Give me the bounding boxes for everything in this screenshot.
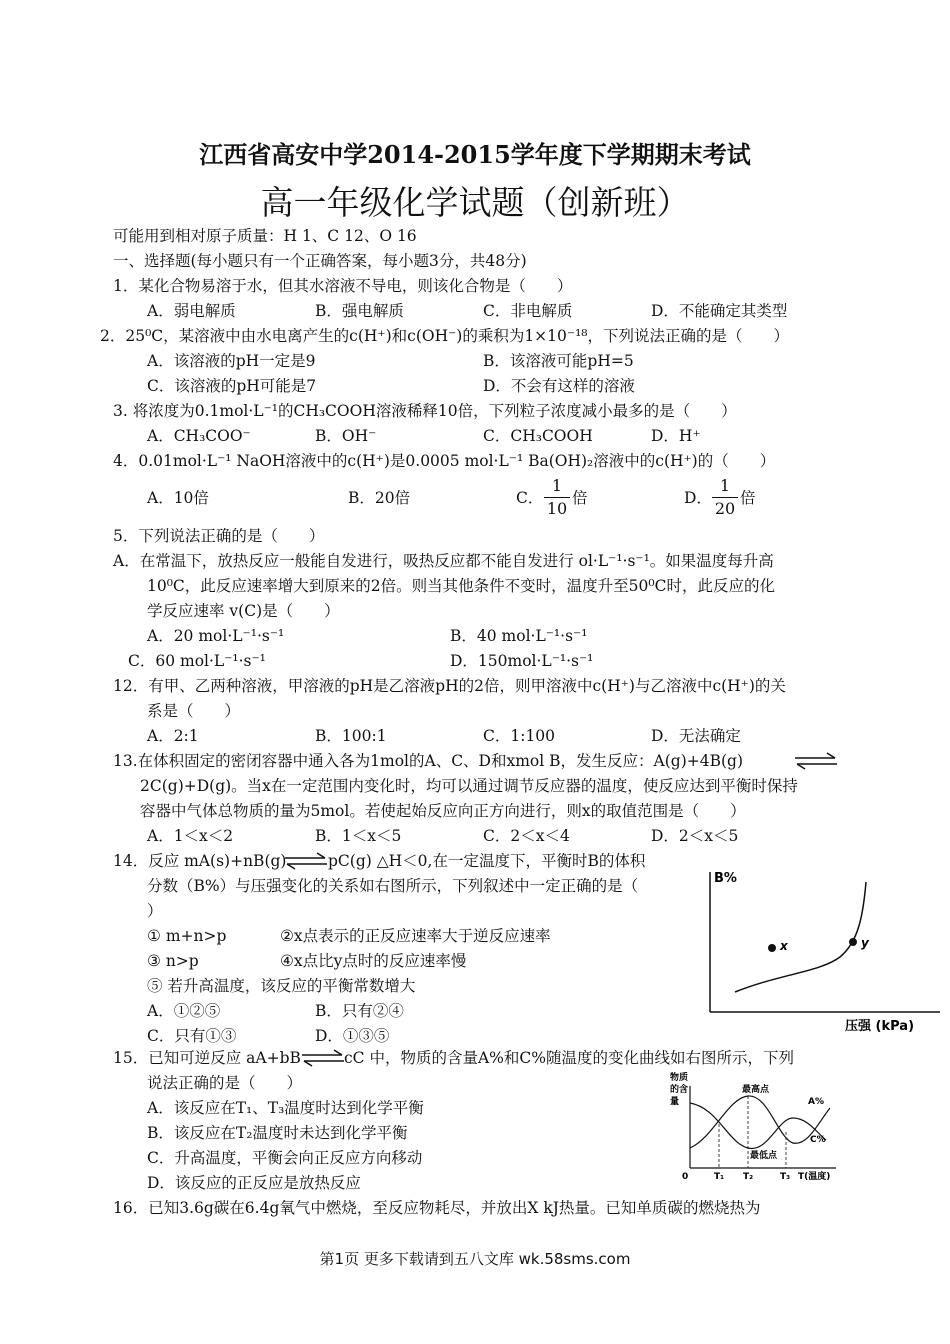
q14-option-a: A．①②⑤ [147,1002,221,1020]
q1-option-a: A．弱电解质 [147,302,236,320]
q14-pressure-graph [700,862,950,1040]
q13-option-a: A．1＜x＜2 [147,827,234,845]
q4-option-d-fraction [710,476,740,519]
q4-stem: 4．0.01mol·L⁻¹ NaOH溶液中的c(H⁺)是0.0005 mol·L⁻¹ Ba(OH)₂溶液中的c(H⁺)的（ ） [113,452,776,470]
q14-line-2: 分数（B%）与压强变化的关系如右图所示，下列叙述中一定正确的是（ [147,877,639,895]
q4-c-denominator: 10 [546,499,568,518]
q4-option-c-suffix: 倍 [572,489,588,507]
b-percent-curve [735,882,866,992]
q5-option-c: C．60 mol·L⁻¹·s⁻¹ [128,652,266,670]
q5-line-3: 学反应速率 v(C)是（ ） [147,602,340,620]
q13-line-2: 2C(g)+D(g)。当x在一定范围内变化时，均可以通过调节反应器的温度，使反应达到平衡时保持 [140,777,798,795]
max-point-label: 最高点 [742,1085,770,1095]
fraction-bar [712,497,738,498]
q4-option-d-suffix: 倍 [740,489,756,507]
exam-subject-title: 高一年级化学试题（创新班） [260,183,690,222]
q1-option-d: D．不能确定其类型 [651,302,788,320]
q15-option-d: D．该反应的正反应是放热反应 [147,1174,361,1192]
equilibrium-arrow-icon [793,752,839,770]
q13-line-3: 容器中气体总物质的量为5mol。若使起始反应向正方向进行，则x的取值范围是（ ） [140,802,746,820]
curve-c-label: C% [810,1135,826,1145]
origin-label: 0 [682,1172,689,1182]
q14-stem-b: pC(g) △H＜0,在一定温度下，平衡时B的体积 [328,852,646,870]
q14-option-b: B．只有②④ [315,1002,404,1020]
q14-option-c: C．只有①③ [147,1027,237,1045]
q4-option-a: A．10倍 [147,489,209,507]
atomic-masses-note: 可能用到相对原子质量：H 1、C 12、O 16 [113,227,417,245]
fraction-bar [544,497,570,498]
t3-label: T₃ [780,1172,791,1182]
q15-option-b: B．该反应在T₂温度时未达到化学平衡 [147,1124,408,1142]
min-point-label: 最低点 [750,1151,778,1161]
q12-option-b: B．100:1 [315,727,387,745]
y-axis-label-1: 物质 [670,1073,689,1083]
q14-statement-2: ②x点表示的正反应速率大于逆反应速率 [280,927,551,945]
equilibrium-arrow-icon [300,1049,346,1067]
q13-option-c: C．2＜x＜4 [483,827,570,845]
point-y-label: y [861,936,869,950]
q14-statement-1: ① m+n>p [147,927,227,945]
q2-option-b: B．该溶液可能pH=5 [483,352,634,370]
q3-option-a: A．CH₃COO⁻ [147,427,251,445]
q5-option-b: B．40 mol·L⁻¹·s⁻¹ [450,627,588,645]
q2-option-c: C．该溶液的pH可能是7 [147,377,317,395]
q5-option-a: A．20 mol·L⁻¹·s⁻¹ [147,627,285,645]
q12-stem-2: 系是（ ） [147,702,241,720]
q2-option-a: A．该溶液的pH一定是9 [147,352,316,370]
q15-option-c: C．升高温度，平衡会向正反应方向移动 [147,1149,423,1167]
point-x-label: x [780,939,788,953]
q4-option-c-fraction [542,476,572,519]
y-axis-label: B% [714,871,737,886]
q15-line-2: 说法正确的是（ ） [147,1074,303,1092]
q5-stem: 5．下列说法正确的是（ ） [113,527,325,545]
point-y-marker [849,938,857,946]
q5-option-d: D．150mol·L⁻¹·s⁻¹ [450,652,594,670]
x-axis-label: 压强 (kPa) [845,1019,915,1034]
page-footer: 第1页 更多下载请到五八文库 wk.58sms.com [319,1250,631,1268]
y-axis-label-3: 量 [670,1097,680,1107]
q13-option-b: B．1＜x＜5 [315,827,402,845]
q14-statement-4: ④x点比y点时的反应速率慢 [280,952,467,970]
q15-temperature-graph [668,1068,848,1184]
q4-d-numerator: 1 [719,476,731,495]
q5-line-2: 10⁰C，此反应速率增大到原来的2倍。则当其他条件不变时，温度升至50⁰C时，此反应的化 [147,577,775,595]
q14-line-3: ） [147,902,163,920]
q14-statement-3: ③ n>p [147,952,199,970]
q4-option-d-prefix: D． [684,489,712,507]
q1-option-c: C．非电解质 [483,302,573,320]
q15-option-a: A．该反应在T₁、T₃温度时达到化学平衡 [147,1099,424,1117]
q4-d-denominator: 20 [714,499,736,518]
q14-stem-a: 14．反应 mA(s)+nB(g) [113,852,287,870]
q13-stem: 13.在体积固定的密闭容器中通入各为1mol的A、C、D和xmol B，发生反应：A(g)+4B(g) [113,752,743,770]
q12-option-d: D．无法确定 [651,727,741,745]
q4-option-b: B．20倍 [348,489,411,507]
curve-a-label: A% [808,1097,824,1107]
c-percent-curve [690,1103,826,1148]
q4-option-c-prefix: C． [516,489,544,507]
equilibrium-arrow-icon [283,852,329,870]
q16-stem: 16．已知3.6g碳在6.4g氧气中燃烧，至反应物耗尽，并放出X kJ热量。已知单质碳的燃烧热为 [113,1199,761,1217]
q1-stem: 1．某化合物易溶于水，但其水溶液不导电，则该化合物是（ ） [113,277,573,295]
q3-option-d: D．H⁺ [651,427,701,445]
q15-stem-b: cC 中，物质的含量A%和C%随温度的变化曲线如右图所示，下列 [344,1049,794,1067]
q12-option-a: A．2:1 [147,727,199,745]
q12-option-c: C．1:100 [483,727,556,745]
t1-label: T₁ [714,1172,725,1182]
t2-label: T₂ [743,1172,754,1182]
y-axis-label-2: 的含 [670,1085,689,1095]
x-axis-label: T(温度) [798,1172,831,1182]
section-heading: 一、选择题(每小题只有一个正确答案，每小题3分，共48分) [113,252,527,270]
q3-option-b: B．OH⁻ [315,427,377,445]
q12-stem: 12．有甲、乙两种溶液，甲溶液的pH是乙溶液pH的2倍，则甲溶液中c(H⁺)与乙溶液中c(H⁺)的关 [113,677,786,695]
q2-option-d: D．不会有这样的溶液 [483,377,635,395]
point-x-marker [768,944,776,952]
exam-school-title: 江西省高安中学2014-2015学年度下学期期末考试 [199,140,751,169]
q14-option-d: D．①③⑤ [315,1027,390,1045]
q3-option-c: C．CH₃COOH [483,427,593,445]
q15-stem-a: 15．已知可逆反应 aA+bB [113,1049,301,1067]
q1-option-b: B．强电解质 [315,302,404,320]
q4-c-numerator: 1 [551,476,563,495]
q5-line-1: A．在常温下，放热反应一般能自发进行，吸热反应都不能自发进行 ol·L⁻¹·s⁻¹。如果温度每升高 [113,552,774,570]
q14-statement-5: ⑤ 若升高温度，该反应的平衡常数增大 [147,977,416,995]
q3-stem: 3. 将浓度为0.1mol·L⁻¹的CH₃COOH溶液稀释10倍，下列粒子浓度减小最多的是（ ） [113,402,737,420]
q2-stem: 2．25⁰C，某溶液中由水电离产生的c(H⁺)和c(OH⁻)的乘积为1×10⁻¹⁸，下列说法正确的是（ ） [100,327,789,345]
q13-option-d: D．2＜x＜5 [651,827,739,845]
